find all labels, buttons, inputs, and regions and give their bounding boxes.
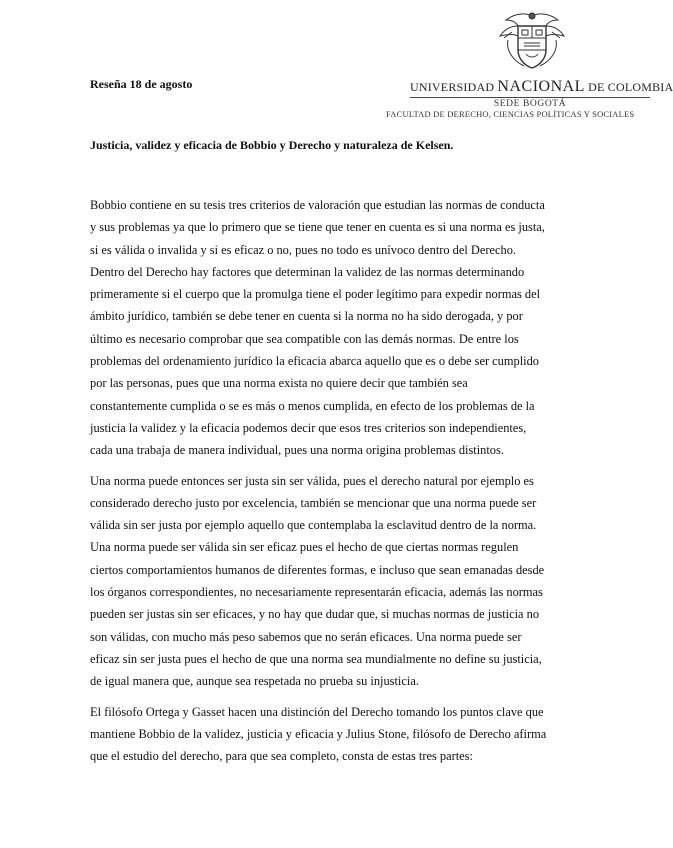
text-line: eficaz sin ser justa pues el hecho de que una norma sea mundialmente no define su justicia, xyxy=(90,651,542,666)
university-name-suffix: DE COLOMBIA xyxy=(588,80,673,94)
text-line: los órganos correspondientes, no necesariamente representarán eficacia, además las normas xyxy=(90,585,543,600)
text-line: problemas del ordenamiento jurídico la eficacia abarca aquello que es o debe ser cumplido xyxy=(90,354,539,369)
text-line: válida sin ser justa por ejemplo aquello que contemplaba la esclavitud dentro de la norma. xyxy=(90,518,537,533)
document-header: Reseña 18 de agosto xyxy=(90,77,193,91)
sede-label: SEDE BOGOTÁ xyxy=(493,99,567,109)
text-line: justicia la validez y la eficacia podemos decir que esos tres criterios son independientes, xyxy=(90,420,527,435)
text-line: Una norma puede ser válida sin ser eficaz pues el hecho de que ciertas normas regulen xyxy=(90,540,519,555)
text-line: por las personas, pues que una norma exista no quiere decir que también sea xyxy=(90,376,468,391)
text-line: mantiene Bobbio de la validez, justicia y eficacia y Julius Stone, filósofo de Derecho afirma xyxy=(90,726,547,741)
text-line: si es válida o invalida y si es eficaz o no, pues no todo es unívoco dentro del Derecho. xyxy=(90,242,516,257)
document-body xyxy=(90,194,564,775)
university-name-prefix: UNIVERSIDAD xyxy=(410,80,495,94)
text-line: Dentro del Derecho hay factores que determinan la validez de las normas determinando xyxy=(90,264,525,279)
text-line: El filósofo Ortega y Gasset hacen una distinción del Derecho tomando los puntos clave que xyxy=(90,704,544,719)
text-line: considerado derecho justo por excelencia, también se mencionar que una norma puede ser xyxy=(90,495,537,510)
text-line: Una norma puede entonces ser justa sin ser válida, pues el derecho natural por ejemplo es xyxy=(90,473,534,488)
text-line: y sus problemas ya que lo primero que se tiene que tener en cuenta es si una norma es justa, xyxy=(90,220,545,235)
text-line: ciertos comportamientos humanos de diferentes formas, e incluso que sean emanadas desde xyxy=(90,562,545,577)
document-title: Justicia, validez y eficacia de Bobbio y Derecho y naturaleza de Kelsen. xyxy=(90,138,454,152)
text-line: que el estudio del derecho, para que sea completo, consta de estas tres partes: xyxy=(90,749,473,764)
faculty-label: FACULTAD DE DERECHO, CIENCIAS POLÍTICAS Y SOCIALES xyxy=(386,109,635,119)
text-line: ámbito jurídico, también se debe tener en cuenta si la norma no ha sido derogada, y por xyxy=(90,309,523,324)
text-line: pueden ser justas sin ser eficaces, y no hay que dudar que, si muchas normas de justicia no xyxy=(90,607,540,622)
letterhead-divider xyxy=(410,97,650,98)
text-line: cada una trabaja de manera individual, pues una norma origina problemas distintos. xyxy=(90,443,504,458)
paragraph-3 xyxy=(90,701,564,768)
text-line: de igual manera que, aunque sea respetada no prueba su injusticia. xyxy=(90,674,419,689)
text-line: Bobbio contiene en su tesis tres criterios de valoración que estudian las normas de conducta xyxy=(90,198,545,212)
paragraph-2 xyxy=(90,470,564,693)
university-name-main: NACIONAL xyxy=(497,78,585,95)
university-name xyxy=(410,78,673,96)
text-line: último es necesario comprobar que sea compatible con las demás normas. De entre los xyxy=(90,331,519,346)
text-line: son válidas, con mucho más peso sabemos que no serán eficaces. Una norma puede ser xyxy=(90,629,522,644)
university-seal-icon xyxy=(494,10,570,72)
paragraph-1 xyxy=(90,194,564,462)
text-line: constantemente cumplida o se es más o menos cumplida, en efecto de los problemas de la xyxy=(90,398,535,413)
text-line: primeramente si el cuerpo que la promulga tiene el poder legítimo para expedir normas del xyxy=(90,287,541,302)
